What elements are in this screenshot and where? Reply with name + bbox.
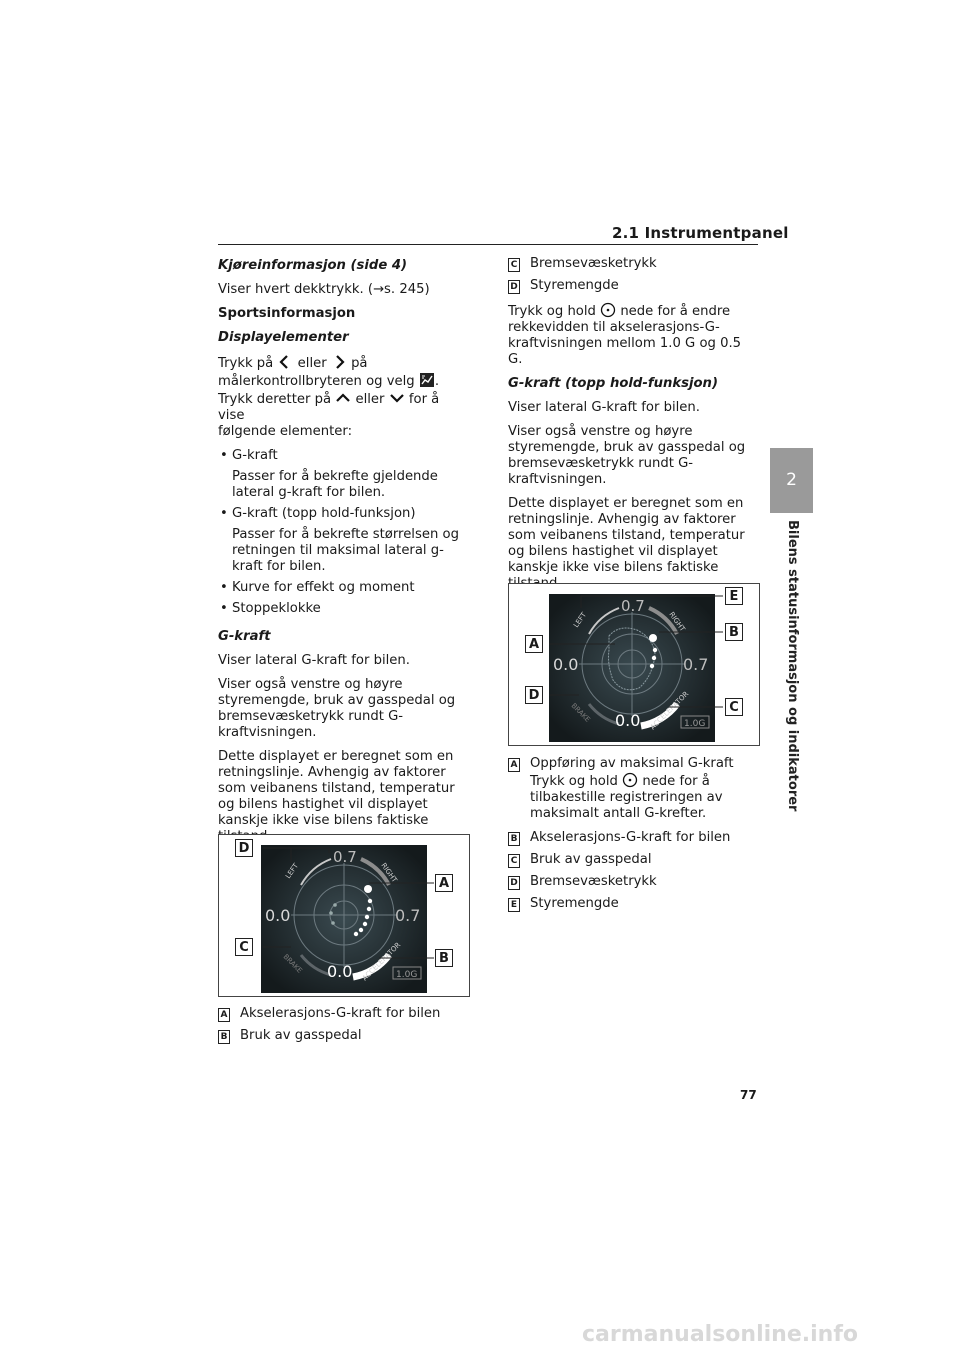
- figure-g-force: [218, 834, 470, 997]
- legend-item: A Akselerasjons-G-kraft for bilen: [218, 1006, 466, 1022]
- bottom-value: 0.0: [327, 962, 353, 981]
- left-legend: [218, 1006, 466, 1050]
- g-force-text-1: Viser lateral G-kraft for bilen.: [218, 653, 410, 668]
- left-value: 0.0: [553, 655, 579, 674]
- legend-item: B Akselerasjons-G-kraft for bilen: [508, 830, 758, 846]
- top-value: 0.7: [621, 597, 645, 615]
- heading-g-force-peak: G-kraft (topp hold-funksjon): [508, 376, 718, 391]
- label-left: LEFT: [572, 611, 589, 630]
- legend-item: A Oppføring av maksimal G-kraft Trykk og hold nede for å tilbakestille registreringen av maksimalt antall G-krefter.: [508, 756, 758, 822]
- list-item: • G-kraft (topp hold-funksjon): [218, 506, 466, 522]
- heading-g-force: G-kraft: [218, 629, 271, 644]
- list-item: • Stoppeklokke: [218, 601, 466, 617]
- label-accelerator: ACCELERATOR: [648, 689, 691, 732]
- chapter-tab: 2: [770, 448, 813, 513]
- right-value: 0.7: [395, 906, 421, 925]
- range-instruction: Trykk og hold nede for å endre rekkevidden til akselerasjons-G-kraftvisningen mellom 1.0 G og 0.5 G.: [508, 304, 742, 367]
- ok-button-icon: [600, 302, 616, 318]
- callout-e: E: [725, 587, 743, 605]
- instruction-paragraph: Trykk på eller på målerkontrollbryteren og velg . Trykk deretter på eller for å vise følgende elementer:: [218, 356, 440, 439]
- sport-display-icon: [419, 372, 435, 388]
- callout-lines: [509, 584, 759, 745]
- peak-text-3: Dette displayet er beregnet som en retningslinje. Avhengig av faktorer som veibanens tilstand, temperatur og bilens hastighet vil displayet kanskje ikke vise bilens faktiske: [508, 496, 745, 575]
- legend-item: C Bruk av gasspedal: [508, 852, 758, 868]
- watermark: carmanualsonline.info: [582, 1322, 858, 1347]
- callout-b: B: [725, 623, 743, 641]
- callout-c: C: [725, 698, 743, 716]
- legend-item: B Bruk av gasspedal: [218, 1028, 466, 1044]
- heading-sport-info: Sportsinformasjon: [218, 306, 356, 321]
- range-value: 1.0G: [396, 970, 418, 980]
- chevron-up-icon: [335, 390, 351, 406]
- callout-d: D: [525, 686, 543, 704]
- header-rule: [218, 244, 758, 245]
- list-item: • Kurve for effekt og moment: [218, 580, 466, 596]
- callout-b: B: [435, 949, 453, 967]
- right-column: [508, 256, 758, 600]
- list-item: • G-kraft: [218, 448, 466, 464]
- right-legend: [508, 756, 758, 918]
- page-number: 77: [740, 1088, 757, 1102]
- section-header: 2.1 Instrumentpanel: [612, 224, 789, 242]
- heading-driving-info: Kjøreinformasjon (side 4): [218, 258, 408, 273]
- left-value: 0.0: [265, 906, 291, 925]
- label-brake: BRAKE: [569, 701, 592, 724]
- callout-lines: [219, 835, 469, 996]
- peak-text-2: Viser også venstre og høyre styremengde, bruk av gasspedal og bremsevæsketrykk rundt G-kraftvisningen.: [508, 424, 746, 487]
- ok-button-icon: [622, 772, 638, 788]
- legend-item: D Bremsevæsketrykk: [508, 874, 758, 890]
- top-value: 0.7: [333, 848, 357, 866]
- list-item-desc: Passer for å bekrefte størrelsen og retningen til maksimal lateral g-kraft for bilen.: [232, 527, 459, 574]
- callout-a: A: [435, 874, 453, 892]
- callout-d: D: [235, 839, 253, 857]
- chevron-left-icon: [277, 354, 293, 370]
- figure-g-force-peak: [508, 583, 760, 746]
- peak-text-1: Viser lateral G-kraft for bilen.: [508, 400, 700, 415]
- legend-item: E Styremengde: [508, 896, 758, 912]
- list-item-desc: Passer for å bekrefte gjeldende lateral g-kraft for bilen.: [232, 469, 438, 500]
- chevron-down-icon: [389, 390, 405, 406]
- label-right: RIGHT: [379, 861, 399, 885]
- range-value: 1.0G: [684, 719, 706, 729]
- label-right: RIGHT: [667, 610, 687, 634]
- bottom-value: 0.0: [615, 711, 641, 730]
- g-force-text-2: Viser også venstre og høyre styremengde, bruk av gasspedal og bremsevæsketrykk rundt G-kraftvisningen.: [218, 677, 456, 740]
- heading-display-items: Displayelementer: [218, 330, 349, 345]
- callout-c: C: [235, 938, 253, 956]
- chapter-title-text: Bilens statusinformasjon og indikatorer: [785, 520, 800, 812]
- g-force-text-3: Dette displayet er beregnet som en retningslinje. Avhengig av faktorer som veibanens tilstand, temperatur og bilens hastighet vil displayet kanskje ikke vise bilens faktiske: [218, 749, 455, 828]
- label-brake: BRAKE: [281, 952, 304, 975]
- left-column: [218, 258, 466, 853]
- chapter-title-vertical: [770, 520, 813, 812]
- tire-pressure-text: Viser hvert dekktrykk. (→s. 245): [218, 282, 430, 297]
- callout-a: A: [525, 635, 543, 653]
- legend-item: C Bremsevæsketrykk: [508, 256, 758, 272]
- label-left: LEFT: [284, 862, 301, 881]
- legend-item: D Styremengde: [508, 278, 758, 294]
- chevron-right-icon: [331, 354, 347, 370]
- right-value: 0.7: [683, 655, 709, 674]
- label-accelerator: ACCELERATOR: [360, 940, 403, 983]
